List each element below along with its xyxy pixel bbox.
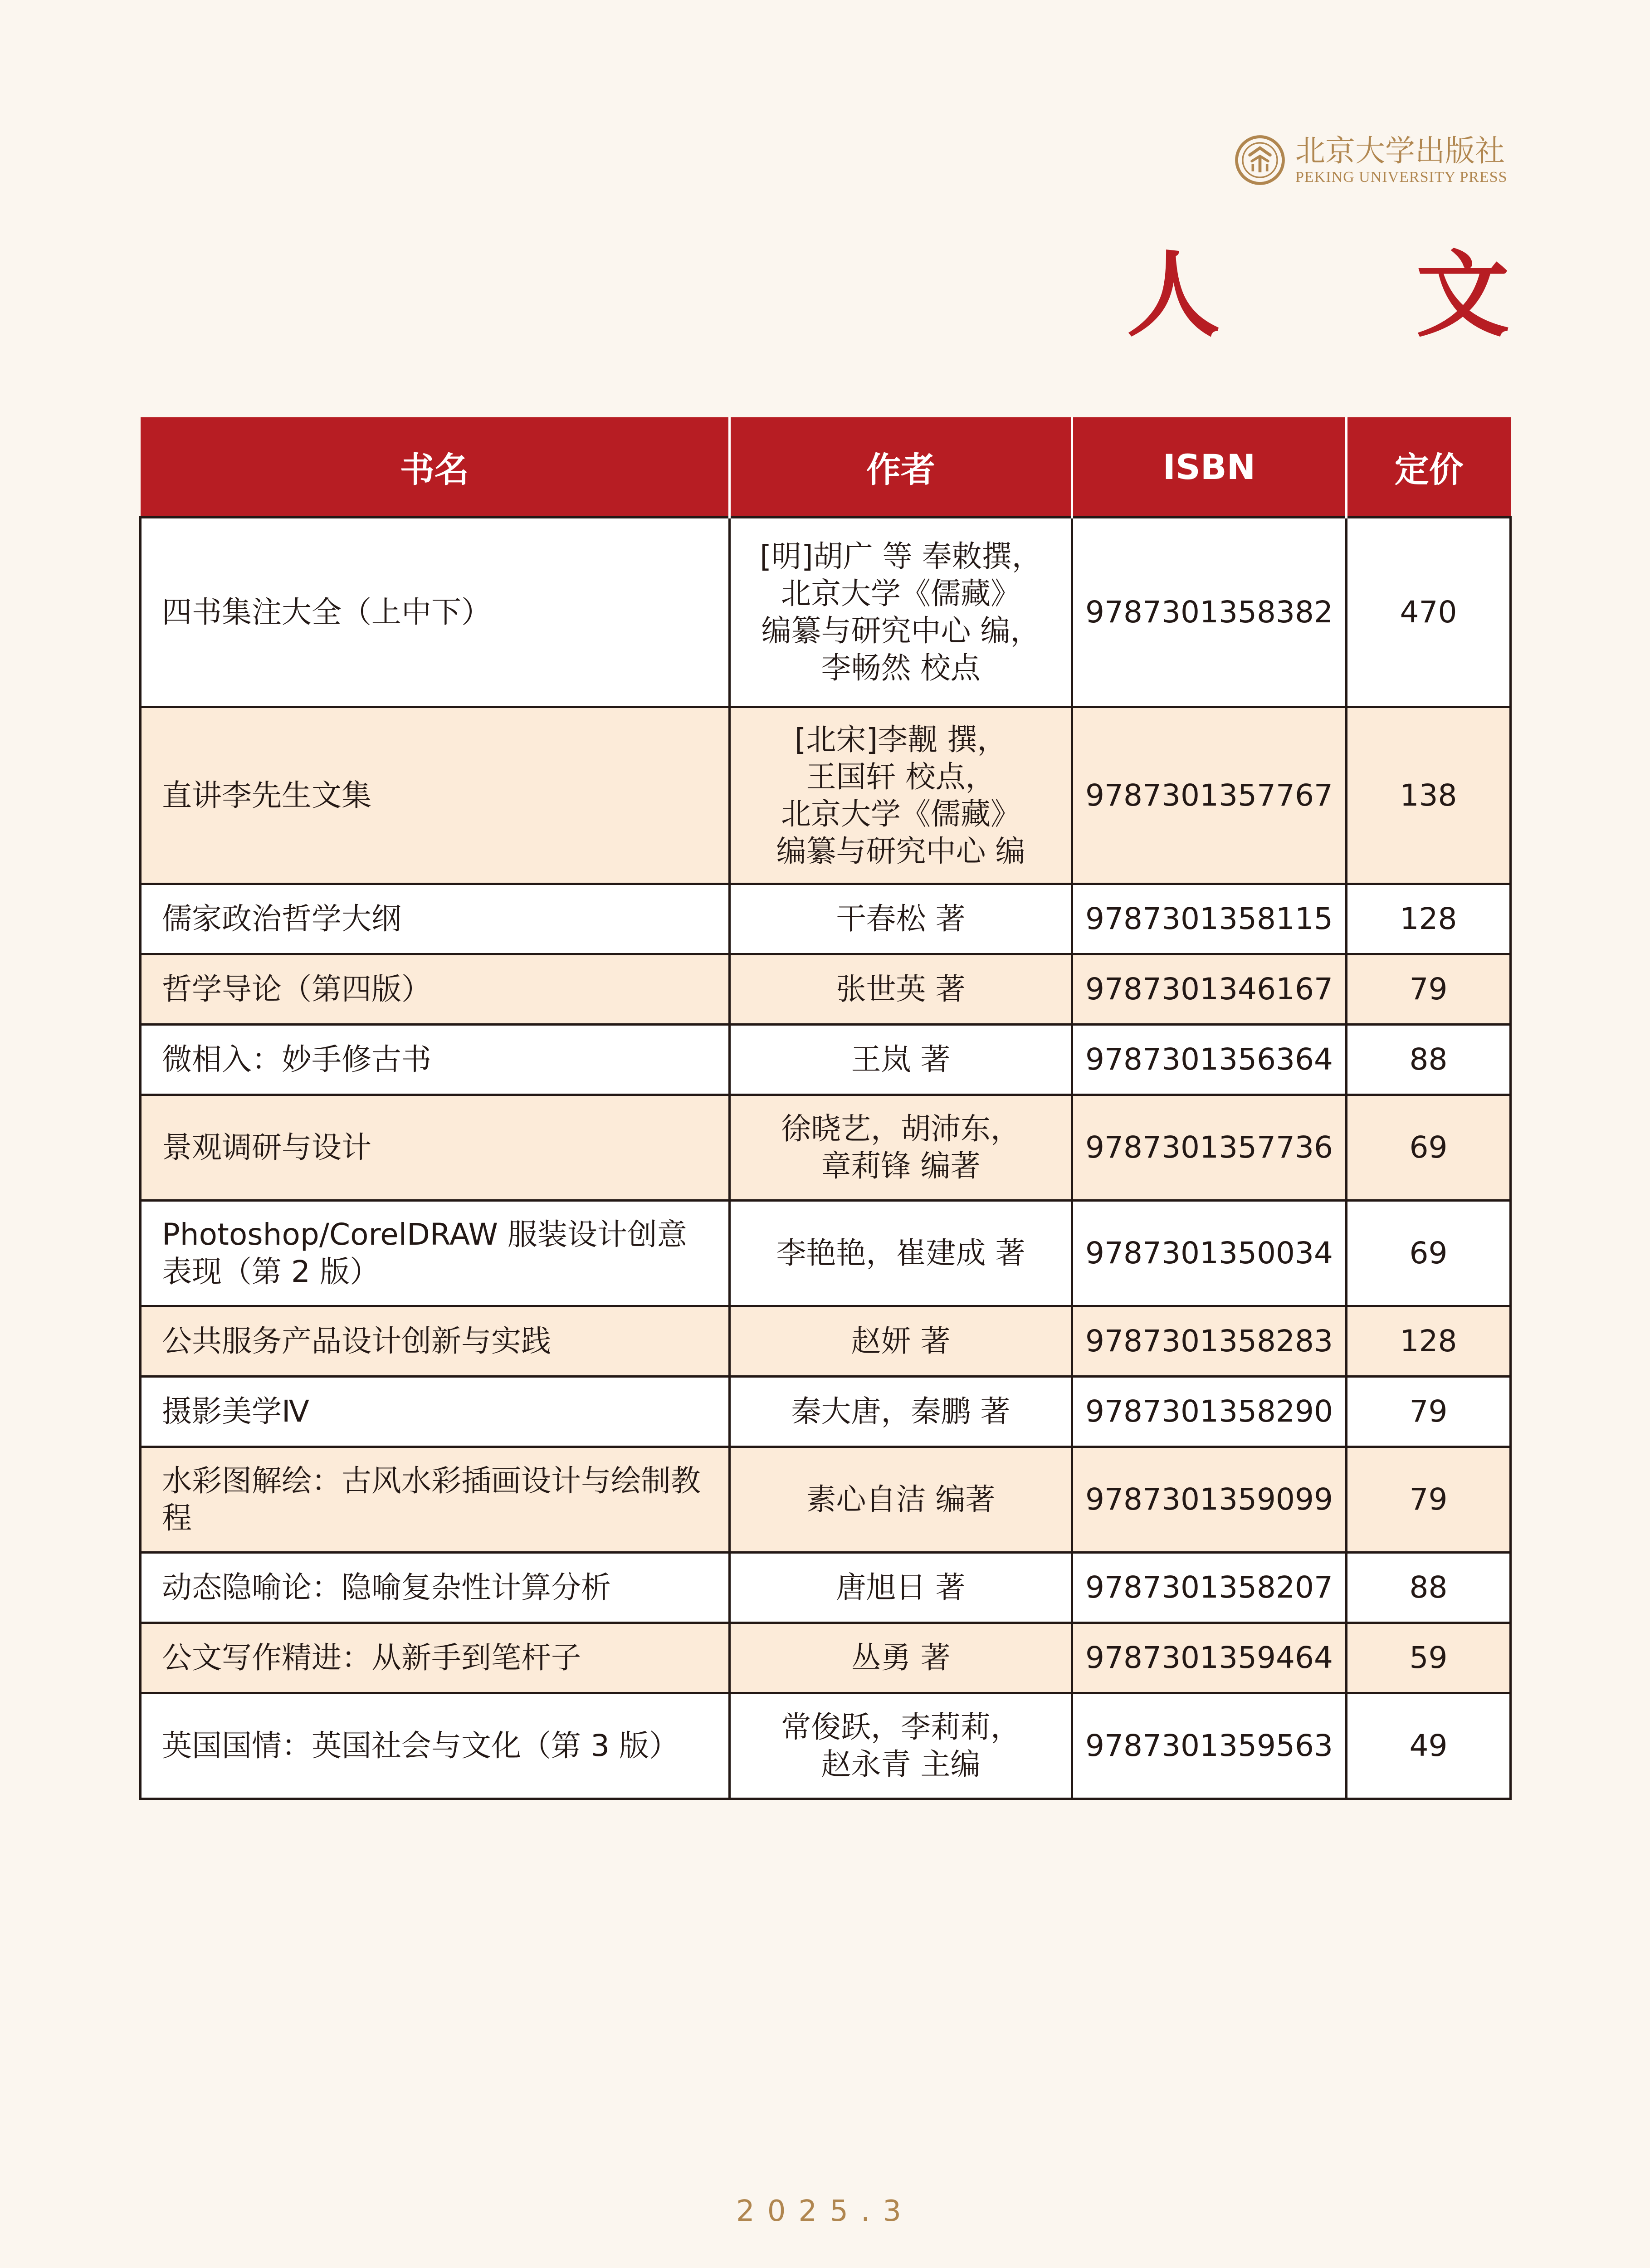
isbn-cell: 9787301357736 <box>1072 1095 1347 1201</box>
publisher-name-block <box>1295 134 1508 186</box>
isbn-cell: 9787301358115 <box>1072 884 1347 954</box>
author-cell: 素心自洁 编著 <box>730 1447 1072 1553</box>
column-header: 书名 <box>141 417 730 518</box>
book-title-cell: Photoshop/CorelDRAW 服装设计创意表现（第 2 版） <box>141 1201 730 1306</box>
price-cell: 88 <box>1347 1553 1511 1623</box>
book-title-cell: 微相入：妙手修古书 <box>141 1025 730 1095</box>
pku-seal-icon <box>1235 135 1285 186</box>
table-header-row <box>141 417 1511 518</box>
book-title-cell: 直讲李先生文集 <box>141 707 730 884</box>
isbn-cell: 9787301359563 <box>1072 1693 1347 1799</box>
book-title-cell: 英国国情：英国社会与文化（第 3 版） <box>141 1693 730 1799</box>
isbn-cell: 9787301359099 <box>1072 1447 1347 1553</box>
author-cell: [北宋]李觏 撰， 王国轩 校点， 北京大学《儒藏》 编纂与研究中心 编 <box>730 707 1072 884</box>
book-table <box>139 417 1512 1800</box>
book-title-cell: 动态隐喻论：隐喻复杂性计算分析 <box>141 1553 730 1623</box>
book-title-cell: 摄影美学Ⅳ <box>141 1377 730 1447</box>
column-header: 定价 <box>1347 417 1511 518</box>
isbn-cell: 9787301358290 <box>1072 1377 1347 1447</box>
table-row <box>141 707 1511 884</box>
isbn-cell: 9787301356364 <box>1072 1025 1347 1095</box>
isbn-cell: 9787301358283 <box>1072 1306 1347 1377</box>
price-cell: 79 <box>1347 1377 1511 1447</box>
publisher-name-cn: 北京大学出版社 <box>1295 133 1505 168</box>
table-row <box>141 1306 1511 1377</box>
price-cell: 138 <box>1347 707 1511 884</box>
price-cell: 79 <box>1347 1447 1511 1553</box>
price-cell: 69 <box>1347 1095 1511 1201</box>
table-row <box>141 518 1511 707</box>
publisher-name-en: PEKING UNIVERSITY PRESS <box>1295 169 1508 186</box>
author-cell: 张世英 著 <box>730 954 1072 1025</box>
column-header: ISBN <box>1072 417 1347 518</box>
price-cell: 88 <box>1347 1025 1511 1095</box>
table-row <box>141 1447 1511 1553</box>
book-title-cell: 公文写作精进：从新手到笔杆子 <box>141 1623 730 1693</box>
price-cell: 69 <box>1347 1201 1511 1306</box>
author-cell: 常俊跃，李莉莉， 赵永青 主编 <box>730 1693 1072 1799</box>
isbn-cell: 9787301357767 <box>1072 707 1347 884</box>
book-title-cell: 公共服务产品设计创新与实践 <box>141 1306 730 1377</box>
isbn-cell: 9787301359464 <box>1072 1623 1347 1693</box>
table-row <box>141 1095 1511 1201</box>
book-title-cell: 景观调研与设计 <box>141 1095 730 1201</box>
table-row <box>141 1025 1511 1095</box>
author-cell: 唐旭日 著 <box>730 1553 1072 1623</box>
isbn-cell: 9787301358207 <box>1072 1553 1347 1623</box>
table-body <box>141 518 1511 1799</box>
category-heading: 人 文 <box>1127 240 1591 350</box>
price-cell: 59 <box>1347 1623 1511 1693</box>
table-row <box>141 1377 1511 1447</box>
table-row <box>141 884 1511 954</box>
price-cell: 470 <box>1347 518 1511 707</box>
publisher-logo <box>1235 131 1508 190</box>
book-title-cell: 哲学导论（第四版） <box>141 954 730 1025</box>
price-cell: 128 <box>1347 1306 1511 1377</box>
author-cell: 王岚 著 <box>730 1025 1072 1095</box>
book-title-cell: 水彩图解绘：古风水彩插画设计与绘制教程 <box>141 1447 730 1553</box>
author-cell: [明]胡广 等 奉敕撰， 北京大学《儒藏》 编纂与研究中心 编， 李畅然 校点 <box>730 518 1072 707</box>
table-row <box>141 1201 1511 1306</box>
isbn-cell: 9787301350034 <box>1072 1201 1347 1306</box>
table-row <box>141 1693 1511 1799</box>
price-cell: 49 <box>1347 1693 1511 1799</box>
table-row <box>141 1623 1511 1693</box>
price-cell: 79 <box>1347 954 1511 1025</box>
issue-date: 2025.3 <box>736 2195 914 2228</box>
author-cell: 丛勇 著 <box>730 1623 1072 1693</box>
column-header: 作者 <box>730 417 1072 518</box>
author-cell: 秦大唐，秦鹏 著 <box>730 1377 1072 1447</box>
table-row <box>141 1553 1511 1623</box>
author-cell: 李艳艳，崔建成 著 <box>730 1201 1072 1306</box>
price-cell: 128 <box>1347 884 1511 954</box>
author-cell: 赵妍 著 <box>730 1306 1072 1377</box>
table-row <box>141 954 1511 1025</box>
author-cell: 徐晓艺，胡沛东， 章莉锋 编著 <box>730 1095 1072 1201</box>
book-title-cell: 四书集注大全（上中下） <box>141 518 730 707</box>
isbn-cell: 9787301346167 <box>1072 954 1347 1025</box>
author-cell: 干春松 著 <box>730 884 1072 954</box>
isbn-cell: 9787301358382 <box>1072 518 1347 707</box>
book-title-cell: 儒家政治哲学大纲 <box>141 884 730 954</box>
